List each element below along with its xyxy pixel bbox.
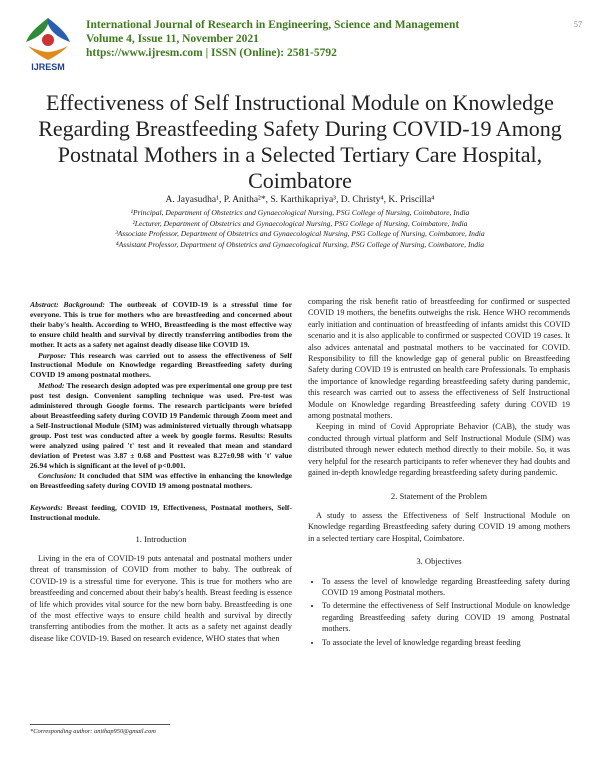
objectives-list xyxy=(308,576,570,648)
logo-text: IJRESM xyxy=(31,62,65,72)
abstract-method: Method: The research design adopted was pre experimental one group pre test post test design. Convenient sampling technique was used. Pre-test was administered through Google forms. The research participants were briefed about Breastfeeding safety during COVID 19 Pandemic through Zoom meet and a Self-Instructional Module (SIM) was administered virtually through whatsapp group. Post test was conducted after a week by google forms. Results: Results were analyzed using paired 't' test and it revealed that mean and standard deviation of Pretest was 3.87 ± 0.68 and Posttest was 8.27±0.98 with 't' value 26.94 which is significant at the level of p<0.001. xyxy=(30,381,292,470)
affiliation-4: ⁴Assistant Professor, Department of Obstetrics and Gynaecological Nursing, PSG College of Nursing, Coimbatore, India xyxy=(115,239,485,249)
affiliations xyxy=(40,208,560,250)
intro-paragraph: Living in the era of COVID-19 puts antenatal and postnatal mothers under threat of transmission of COVID from mother to baby. The outbreak of COVID-19 is a stressful time for everyone. This is true for mothers who are breastfeeding and concerned about their baby's health. Breast feeding is essence of life which provides vital source for the new born baby. Breastfeeding is one of the most effective ways to ensure child health and survival by directly transferring antibodies from the mother. It acts as a safety net against deadly disease like COVID-19. Based on research evidence, WHO states that when xyxy=(30,553,292,643)
objective-item: • To determine the effectiveness of Self Instructional Module on knowledge regarding Breastfeeding safety during COVID 19 among Postnatal mothers. xyxy=(322,600,570,634)
journal-volume: Volume 4, Issue 11, November 2021 xyxy=(86,33,259,45)
left-column xyxy=(30,300,292,644)
right-paragraph-2: Keeping in mind of Covid Appropriate Behavior (CAB), the study was conducted through virtual platform and Self Instructional Module (SIM) was distributed through newer edutech method directly to their mobile. So, it was very helpful for the research participants to refer whenever they had doubts and gained in-depth knowledge regarding breastfeeding safety during pandemic. xyxy=(308,422,570,478)
right-paragraph-1: comparing the risk benefit ratio of breastfeeding for confirmed or suspected COVID 19 mothers, the benefits outweighs the risk. Hence WHO recommends early initiation and continuation of breastfeeding of infants amidst this COVID scenario and it is also applicable to confirmed or suspected COVID 19 cases. It also advices antenatal and postnatal mothers to be vaccinated for COVID. Responsibility to fill the knowledge gap of general public on Breastfeeding Safety during COVID 19 is entrusted on health care Professionals. To emphasis the importance of knowledge regarding breastfeeding safety during pandemic, this research was carried out to assess the effectiveness of Self Instructional Module on Knowledge regarding Breastfeeding safety during COVID 19 among postnatal mothers. xyxy=(308,297,570,421)
objective-item: • To assess the level of knowledge regarding Breastfeeding safety during COVID 19 among Postnatal mothers. xyxy=(322,576,570,599)
intro-heading: 1. Introduction xyxy=(135,534,187,545)
problem-text: A study to assess the Effectiveness of Self Instructional Module on Knowledge regarding Breastfeeding safety during COVID 19 among mothers in a selected tertiary care Hospital, Coimbatore. xyxy=(308,510,570,543)
footnote-divider xyxy=(30,724,170,725)
journal-info xyxy=(86,18,459,60)
right-column xyxy=(308,296,570,650)
objectives-heading: 3. Objectives xyxy=(416,556,462,567)
ijresm-logo xyxy=(22,14,74,72)
affiliation-3: ³Associate Professor, Department of Obstetrics and Gynaecological Nursing, PSG College of Nursing, Coimbatore, India xyxy=(115,229,485,239)
author-list: A. Jayasudha¹, P. Anitha²*, S. Karthikapriya³, D. Christy⁴, K. Priscilla⁴ xyxy=(165,195,435,205)
affiliation-2: ²Lecturer, Department of Obstetrics and Gynaecological Nursing, PSG College of Nursing, Coimbatore, India xyxy=(132,218,468,228)
journal-header xyxy=(22,14,582,72)
abstract xyxy=(30,300,292,491)
problem-heading: 2. Statement of the Problem xyxy=(390,490,488,501)
intro-body xyxy=(30,553,292,644)
abstract-conclusion: Conclusion: It concluded that SIM was effective in enhancing the knowledge on Breastfeeding safety during COVID 19 among postnatal mothers. xyxy=(30,471,292,491)
paper-title: Effectiveness of Self Instructional Module on Knowledge Regarding Breastfeeding Safety During COVID-19 Among Postnatal Mothers in a Selected Tertiary Care Hospital, Coimbatore xyxy=(38,90,562,193)
corresponding-author-footnote: *Corresponding author: anithap950@gmail.com xyxy=(30,728,156,735)
abstract-background: Abstract: Background: The outbreak of COVID-19 is a stressful time for everyone. This is true for mothers who are breastfeeding and concerned about their baby's health. According to WHO, Breastfeeding is the most effective way to ensure child health and survival by directly transferring antibodies from the mother. It acts as a safety net against deadly disease like COVID 19. xyxy=(30,300,292,349)
affiliation-1: ¹Principal, Department of Obstetrics and Gynaecological Nursing, PSG College of Nursing, Coimbatore, India xyxy=(130,208,470,217)
abstract-purpose: Purpose: This research was carried out to assess the effectiveness of Self Instructional Module on Knowledge regarding Breastfeeding safety during COVID 19 among postnatal mothers. xyxy=(30,350,292,380)
keywords: Keywords: Breast feeding, COVID 19, Effectiveness, Postnatal mothers, Self-Instructional module. xyxy=(30,503,292,523)
journal-title: International Journal of Research in Engineering, Science and Management xyxy=(86,19,460,31)
journal-url-issn[interactable]: https://www.ijresm.com | ISSN (Online): 2581-5792 xyxy=(86,47,337,59)
page-number: 57 xyxy=(574,20,582,29)
objective-item: • To associate the level of knowledge regarding breast feeding xyxy=(322,637,570,648)
